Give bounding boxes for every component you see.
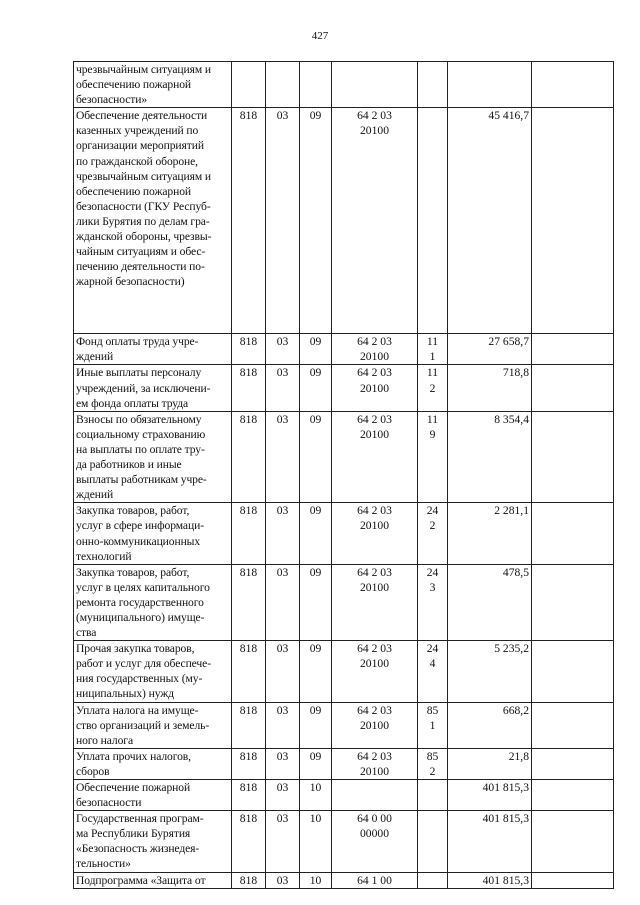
budget-table bbox=[73, 61, 614, 889]
ministry-code-text: 818 bbox=[239, 642, 258, 656]
subsection-code bbox=[300, 365, 332, 411]
section-code-text: 03 bbox=[276, 504, 289, 518]
row-label bbox=[74, 702, 232, 748]
section-code-text: 03 bbox=[276, 749, 289, 763]
empty-cell bbox=[532, 564, 614, 640]
section-code bbox=[266, 780, 300, 811]
subsection-code-text: 09 bbox=[309, 642, 322, 656]
empty-cell bbox=[532, 334, 614, 365]
row-label-text: Обеспечение деятельности казенных учреждений по организации мероприятий по гражданской обороне, чрезвычайным ситуациям и обеспечению пожарной безопасности (ГКУ Респуб- лики Бурятия по делам гра- жданской обороны, чрезвы- чайным ситуациям и обес- печению деятельности по- жарной безопасности) bbox=[76, 109, 212, 289]
empty-cell bbox=[532, 780, 614, 811]
subsection-code-text: 09 bbox=[309, 504, 322, 518]
ministry-code bbox=[232, 748, 266, 779]
subsection-code bbox=[300, 503, 332, 564]
subsection-code-text: 09 bbox=[309, 335, 322, 349]
subsection-code bbox=[300, 108, 332, 334]
ministry-code-text: 818 bbox=[239, 412, 258, 426]
expense-type-code bbox=[418, 872, 448, 888]
section-code-text: 03 bbox=[276, 565, 289, 579]
expense-type-code bbox=[418, 411, 448, 503]
target-article-code-text: 64 2 03 20100 bbox=[357, 565, 392, 594]
amount-text: 8 354,4 bbox=[494, 412, 529, 426]
target-article-code bbox=[332, 811, 418, 872]
expense-type-code bbox=[418, 748, 448, 779]
amount-text: 668,2 bbox=[502, 703, 529, 717]
amount bbox=[448, 641, 532, 702]
section-code bbox=[266, 564, 300, 640]
row-label-text: Уплата прочих налогов, сборов bbox=[76, 749, 191, 778]
target-article-code bbox=[332, 108, 418, 334]
expense-type-code bbox=[418, 365, 448, 411]
expense-type-code bbox=[418, 334, 448, 365]
subsection-code bbox=[300, 334, 332, 365]
subsection-code-text: 09 bbox=[309, 412, 322, 426]
table-row bbox=[74, 641, 614, 702]
target-article-code-text: 64 2 03 20100 bbox=[357, 504, 392, 533]
amount bbox=[448, 872, 532, 888]
row-label-text: Уплата налога на имуще- ство организаций и земель- ного налога bbox=[76, 703, 210, 747]
ministry-code bbox=[232, 564, 266, 640]
ministry-code-text: 818 bbox=[239, 366, 258, 380]
target-article-code-text: 64 2 03 20100 bbox=[357, 703, 392, 732]
amount bbox=[448, 503, 532, 564]
ministry-code bbox=[232, 108, 266, 334]
row-label bbox=[74, 811, 232, 872]
row-label-text: Закупка товаров, работ, услуг в целях капитального ремонта государственного (муниципального) имуще- ства bbox=[76, 565, 210, 640]
ministry-code bbox=[232, 411, 266, 503]
table-row bbox=[74, 748, 614, 779]
amount-text: 21,8 bbox=[508, 749, 529, 763]
table-row bbox=[74, 503, 614, 564]
subsection-code-text: 09 bbox=[309, 703, 322, 717]
ministry-code bbox=[232, 872, 266, 888]
target-article-code-text: 64 2 03 20100 bbox=[357, 749, 392, 778]
table-row bbox=[74, 365, 614, 411]
row-label bbox=[74, 564, 232, 640]
subsection-code-text: 09 bbox=[309, 109, 322, 123]
section-code bbox=[266, 702, 300, 748]
empty-cell bbox=[532, 702, 614, 748]
ministry-code-text: 818 bbox=[239, 504, 258, 518]
target-article-code bbox=[332, 872, 418, 888]
target-article-code bbox=[332, 503, 418, 564]
target-article-code bbox=[332, 748, 418, 779]
section-code bbox=[266, 503, 300, 564]
target-article-code-text: 64 2 03 20100 bbox=[357, 335, 392, 364]
expense-type-code-text: 24 4 bbox=[426, 642, 439, 671]
amount bbox=[448, 811, 532, 872]
row-label bbox=[74, 365, 232, 411]
table-row bbox=[74, 62, 614, 108]
section-code-text: 03 bbox=[276, 412, 289, 426]
amount bbox=[448, 62, 532, 108]
amount-text: 45 416,7 bbox=[488, 109, 529, 123]
row-label bbox=[74, 641, 232, 702]
amount-text: 478,5 bbox=[502, 565, 529, 579]
row-label-text: Прочая закупка товаров, работ и услуг для обеспече- ния государственных (му- ниципальных) нужд bbox=[76, 642, 211, 701]
target-article-code bbox=[332, 62, 418, 108]
ministry-code-text: 818 bbox=[239, 781, 258, 794]
target-article-code bbox=[332, 365, 418, 411]
row-label bbox=[74, 780, 232, 811]
ministry-code bbox=[232, 365, 266, 411]
target-article-code bbox=[332, 641, 418, 702]
row-label bbox=[74, 62, 232, 108]
amount-text: 2 281,1 bbox=[494, 504, 529, 518]
ministry-code bbox=[232, 334, 266, 365]
ministry-code bbox=[232, 811, 266, 872]
expense-type-code-text: 85 1 bbox=[426, 703, 439, 732]
section-code-text: 03 bbox=[276, 873, 289, 887]
subsection-code bbox=[300, 811, 332, 872]
expense-type-code bbox=[418, 811, 448, 872]
section-code-text: 03 bbox=[276, 703, 289, 717]
amount bbox=[448, 748, 532, 779]
table-row bbox=[74, 108, 614, 334]
subsection-code bbox=[300, 411, 332, 503]
amount bbox=[448, 334, 532, 365]
ministry-code-text: 818 bbox=[239, 335, 258, 349]
empty-cell bbox=[532, 108, 614, 334]
table-row bbox=[74, 334, 614, 365]
target-article-code bbox=[332, 702, 418, 748]
target-article-code-text: 64 2 03 20100 bbox=[357, 412, 392, 441]
ministry-code bbox=[232, 702, 266, 748]
empty-cell bbox=[532, 811, 614, 872]
empty-cell bbox=[532, 872, 614, 888]
target-article-code-text: 64 1 00 bbox=[357, 873, 392, 887]
empty-cell bbox=[532, 641, 614, 702]
ministry-code-text: 818 bbox=[239, 812, 258, 826]
target-article-code bbox=[332, 334, 418, 365]
ministry-code-text: 818 bbox=[239, 109, 258, 123]
amount-text: 401 815,3 bbox=[482, 873, 529, 887]
amount bbox=[448, 564, 532, 640]
row-label-text: Государственная програм- ма Республики Бурятия «Безопасность жизнедея- тельности» bbox=[76, 812, 204, 871]
target-article-code bbox=[332, 564, 418, 640]
amount bbox=[448, 108, 532, 334]
amount-text: 27 658,7 bbox=[488, 335, 529, 349]
subsection-code bbox=[300, 702, 332, 748]
expense-type-code bbox=[418, 702, 448, 748]
subsection-code bbox=[300, 564, 332, 640]
ministry-code bbox=[232, 641, 266, 702]
row-label-text: Закупка товаров, работ, услуг в сфере информаци- онно-коммуникационных технологий bbox=[76, 504, 204, 563]
subsection-code bbox=[300, 748, 332, 779]
table-row bbox=[74, 564, 614, 640]
section-code bbox=[266, 365, 300, 411]
amount-text: 718,8 bbox=[502, 366, 529, 380]
target-article-code bbox=[332, 780, 418, 811]
subsection-code bbox=[300, 62, 332, 108]
section-code bbox=[266, 108, 300, 334]
subsection-code-text: 10 bbox=[309, 781, 322, 794]
expense-type-code bbox=[418, 108, 448, 334]
row-label bbox=[74, 411, 232, 503]
target-article-code-text: 64 2 03 20100 bbox=[357, 109, 392, 138]
amount-text: 401 815,3 bbox=[482, 812, 529, 826]
section-code bbox=[266, 62, 300, 108]
section-code bbox=[266, 641, 300, 702]
section-code-text: 03 bbox=[276, 366, 289, 380]
row-label bbox=[74, 108, 232, 334]
table-row bbox=[74, 780, 614, 811]
amount-text: 5 235,2 bbox=[494, 642, 529, 656]
target-article-code-text: 64 2 03 20100 bbox=[357, 642, 392, 671]
empty-cell bbox=[532, 62, 614, 108]
row-label bbox=[74, 334, 232, 365]
amount bbox=[448, 365, 532, 411]
ministry-code-text: 818 bbox=[239, 873, 258, 887]
amount bbox=[448, 702, 532, 748]
target-article-code-text: 64 0 00 00000 bbox=[357, 812, 392, 841]
subsection-code bbox=[300, 780, 332, 811]
empty-cell bbox=[532, 411, 614, 503]
table-row bbox=[74, 872, 614, 888]
target-article-code-text: 64 2 03 20100 bbox=[357, 366, 392, 395]
table-row bbox=[74, 702, 614, 748]
ministry-code bbox=[232, 503, 266, 564]
row-label-text: Взносы по обязательному социальному страхованию на выплаты по оплате тру- да работников и иные выплаты работникам учре- ждений bbox=[76, 412, 207, 502]
table-row bbox=[74, 411, 614, 503]
section-code bbox=[266, 872, 300, 888]
expense-type-code bbox=[418, 564, 448, 640]
budget-table-body bbox=[74, 62, 614, 889]
row-label-text: Подпрограмма «Защита от bbox=[76, 873, 206, 887]
ministry-code-text: 818 bbox=[239, 565, 258, 579]
section-code-text: 03 bbox=[276, 781, 289, 794]
row-label bbox=[74, 872, 232, 888]
section-code bbox=[266, 748, 300, 779]
expense-type-code bbox=[418, 62, 448, 108]
expense-type-code bbox=[418, 780, 448, 811]
ministry-code bbox=[232, 62, 266, 108]
ministry-code-text: 818 bbox=[239, 703, 258, 717]
expense-type-code-text: 11 1 bbox=[426, 335, 439, 364]
section-code-text: 03 bbox=[276, 812, 289, 826]
ministry-code-text: 818 bbox=[239, 749, 258, 763]
expense-type-code bbox=[418, 503, 448, 564]
expense-type-code-text: 24 2 bbox=[426, 504, 439, 533]
subsection-code-text: 09 bbox=[309, 565, 322, 579]
page-number: 427 bbox=[311, 30, 329, 42]
amount-text: 401 815,3 bbox=[482, 781, 529, 794]
section-code bbox=[266, 411, 300, 503]
row-label-text: чрезвычайным ситуациям и обеспечению пожарной безопасности» bbox=[76, 63, 212, 107]
subsection-code-text: 10 bbox=[309, 812, 322, 826]
row-label-text: Обеспечение пожарной безопасности bbox=[76, 781, 191, 810]
row-label-text: Иные выплаты персоналу учреждений, за исключени- ем фонда оплаты труда bbox=[76, 366, 211, 410]
ministry-code bbox=[232, 780, 266, 811]
section-code bbox=[266, 811, 300, 872]
empty-cell bbox=[532, 748, 614, 779]
expense-type-code-text: 85 2 bbox=[426, 749, 439, 778]
subsection-code-text: 09 bbox=[309, 749, 322, 763]
empty-cell bbox=[532, 503, 614, 564]
expense-type-code-text: 11 2 bbox=[426, 366, 439, 395]
empty-cell bbox=[532, 365, 614, 411]
subsection-code bbox=[300, 641, 332, 702]
section-code bbox=[266, 334, 300, 365]
section-code-text: 03 bbox=[276, 109, 289, 123]
expense-type-code bbox=[418, 641, 448, 702]
subsection-code-text: 10 bbox=[309, 873, 322, 887]
section-code-text: 03 bbox=[276, 642, 289, 656]
subsection-code-text: 09 bbox=[309, 366, 322, 380]
row-label-text: Фонд оплаты труда учре- ждений bbox=[76, 335, 199, 364]
amount bbox=[448, 780, 532, 811]
expense-type-code-text: 11 9 bbox=[426, 412, 439, 441]
section-code-text: 03 bbox=[276, 335, 289, 349]
row-label bbox=[74, 503, 232, 564]
subsection-code bbox=[300, 872, 332, 888]
amount bbox=[448, 411, 532, 503]
table-row bbox=[74, 811, 614, 872]
expense-type-code-text: 24 3 bbox=[426, 565, 439, 594]
row-label bbox=[74, 748, 232, 779]
target-article-code bbox=[332, 411, 418, 503]
